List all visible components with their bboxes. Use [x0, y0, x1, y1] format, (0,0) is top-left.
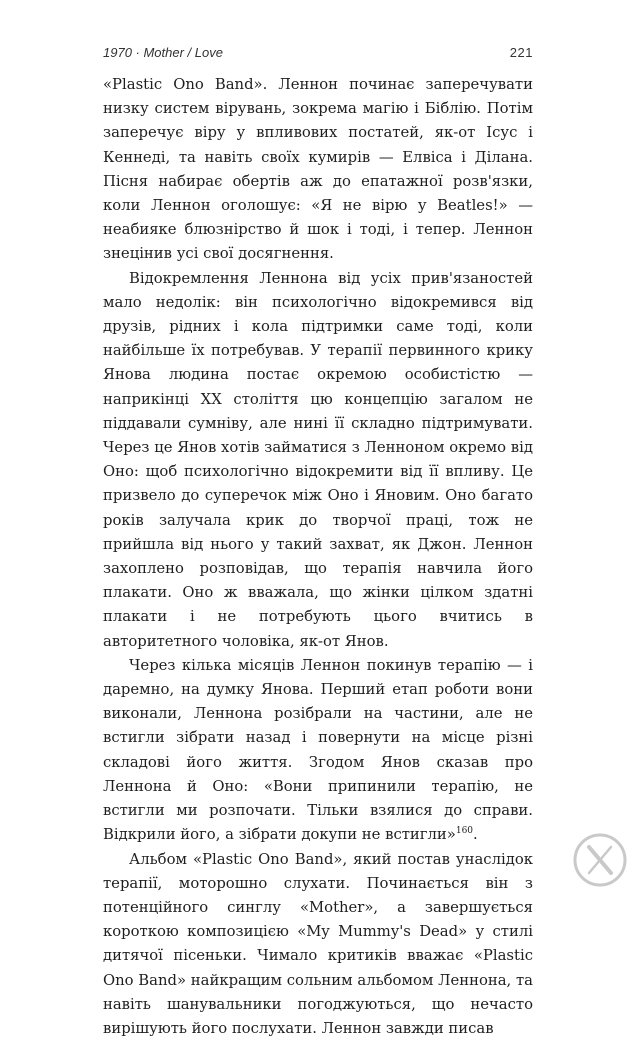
paragraph-text: Альбом «Plastic Ono Band», який постав унаслідок терапії, моторошно слухати. Починається він з потенційного синглу «Mother», а завершується короткою композицією «My Mummy's Dead» у стилі дитячої пісеньки. Чимало критиків вважає «Plastic Ono Band» найкращим сольним альбомом Леннона, та навіть шанувальники погоджуються, що нечасто вирішують його послухати. Леннон завжди писав: [103, 851, 533, 1037]
x-circle-logo-icon: [572, 832, 628, 888]
running-header: [103, 45, 533, 65]
footnote-marker: 160: [456, 826, 473, 836]
paragraph: [103, 848, 533, 1041]
paragraph-text: «Plastic Ono Band». Леннон починає заперечувати низку систем вірувань, зокрема магію і Біблію. Потім заперечує віру у впливових постатей, як-от Ісус і Кеннеді, та навіть своїх кумирів — Елвіса і Ділана. Пісня набирає обертів аж до епатажної розв'язки, коли Леннон оголошує: «Я не вірю у Beatles!» — неабияке блюзнірство й шок і тоді, і тепер. Леннон знецінив усі свої досягнення.: [103, 76, 533, 262]
paragraph: [103, 73, 533, 267]
paragraph-text: Відокремлення Леннона від усіх прив'язаностей мало недолік: він психологічно відокремився від друзів, рідних і кола підтримки саме тоді, коли найбільше їх потребував. У терапії первинного крику Янова людина постає окремою особистістю — наприкінці ХХ століття цю концепцію загалом не піддавали сумніву, але нині її складно підтримувати. Через це Янов хотів займатися з Ленноном окремо від Оно: щоб психологічно відокремити від її впливу. Це призвело до суперечок між Оно і Яновим. Оно багато років залучала крик до творчої праці, тож не прийшла від нього у такий захват, як Джон. Леннон захоплено розповідав, що терапія навчила його плакати. Оно ж вважала, що жінки цілком здатні плакати і не потребують цього вчитись в авторитетного чоловіка, як-от Янов.: [103, 270, 533, 650]
page-number: 221: [510, 45, 533, 60]
paragraph-text: Через кілька місяців Леннон покинув терапію — і даремно, на думку Янова. Перший етап роботи вони виконали, Леннона розібрали на частини, але не встигли зібрати назад і повернути на місце різні складові його життя. Згодом Янов сказав про Леннона й Оно: «Вони припинили терапію, не встигли ми розпочати. Тільки взялися до справи. Відкрили його, а зібрати докупи не встигли»: [103, 657, 533, 843]
paragraph: [103, 267, 533, 654]
paragraph-text-tail: .: [473, 826, 478, 843]
running-title: 1970 · Mother / Love: [103, 45, 223, 60]
body-text: [103, 73, 533, 1041]
paragraph: [103, 654, 533, 848]
